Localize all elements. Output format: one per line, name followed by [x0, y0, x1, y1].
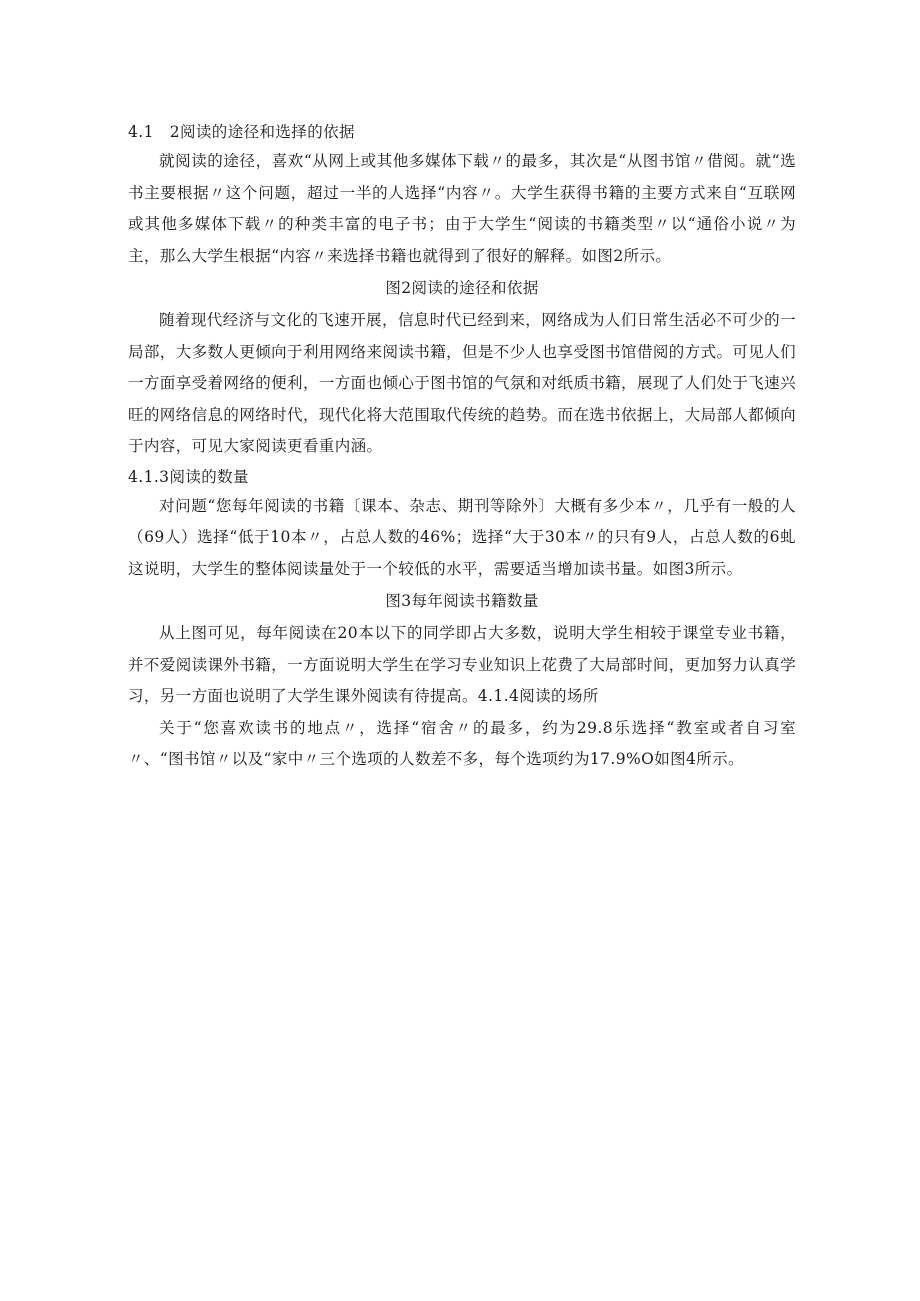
section-heading-4-1-2: 4.1 2阅读的途径和选择的依据 [128, 123, 355, 141]
figure-3-caption: 图3每年阅读书籍数量 [385, 592, 539, 610]
paragraph-network-era: 随着现代经济与文化的飞速开展，信息时代已经到来，网络成为人们日常生活必不可少的一局部，大多数人更倾向于利用网络来阅读书籍，但是不少人也享受图书馆借阅的方式。可见人们一方面享受着网络的便利，一方面也倾心于图书馆的气氛和对纸质书籍，展现了人们处于飞速兴旺的网络信息的网络时代，现代化将大范围取代传统的趋势。而在选书依据上，大局部人都倾向于内容，可见大家阅读更看重内涵。 [128, 311, 796, 455]
document-body [128, 118, 796, 776]
paragraph-reading-channels: 就阅读的途径，喜欢“从网上或其他多媒体下载〃的最多，其次是“从图书馆〃借阅。就“选书主要根据〃这个问题，超过一半的人选择“内容〃。大学生获得书籍的主要方式来自“互联网或其他多媒体下载〃的种类丰富的电子书；由于大学生“阅读的书籍类型〃以“通俗小说〃为主，那么大学生根据“内容〃来选择书籍也就得到了很好的解释。如图2所示。 [128, 152, 796, 265]
paragraph-figure-3-analysis: 从上图可见，每年阅读在20本以下的同学即占大多数，说明大学生相较于课堂专业书籍，并不爱阅读课外书籍，一方面说明大学生在学习专业知识上花费了大局部时间，更加努力认真学习，另一方面也说明了大学生课外阅读有待提高。4.1.4阅读的场所 [128, 624, 796, 705]
paragraph-reading-quantity: 对问题“您每年阅读的书籍〔课本、杂志、期刊等除外〕大概有多少本〃，几乎有一般的人（69人）选择“低于10本〃，占总人数的46%；选择“大于30本〃的只有9人，占总人数的6虬这说明，大学生的整体阅读量处于一个较低的水平，需要适当增加读书量。如图3所示。 [128, 496, 796, 578]
paragraph-reading-location: 关于“您喜欢读书的地点〃，选择“宿舍〃的最多，约为29.8乐选择“教室或者自习室〃、“图书馆〃以及“家中〃三个选项的人数差不多，每个选项约为17.9%O如图4所示。 [128, 718, 796, 768]
section-heading-4-1-3: 4.1.3阅读的数量 [128, 467, 249, 486]
figure-2-caption: 图2阅读的途径和依据 [385, 279, 539, 297]
